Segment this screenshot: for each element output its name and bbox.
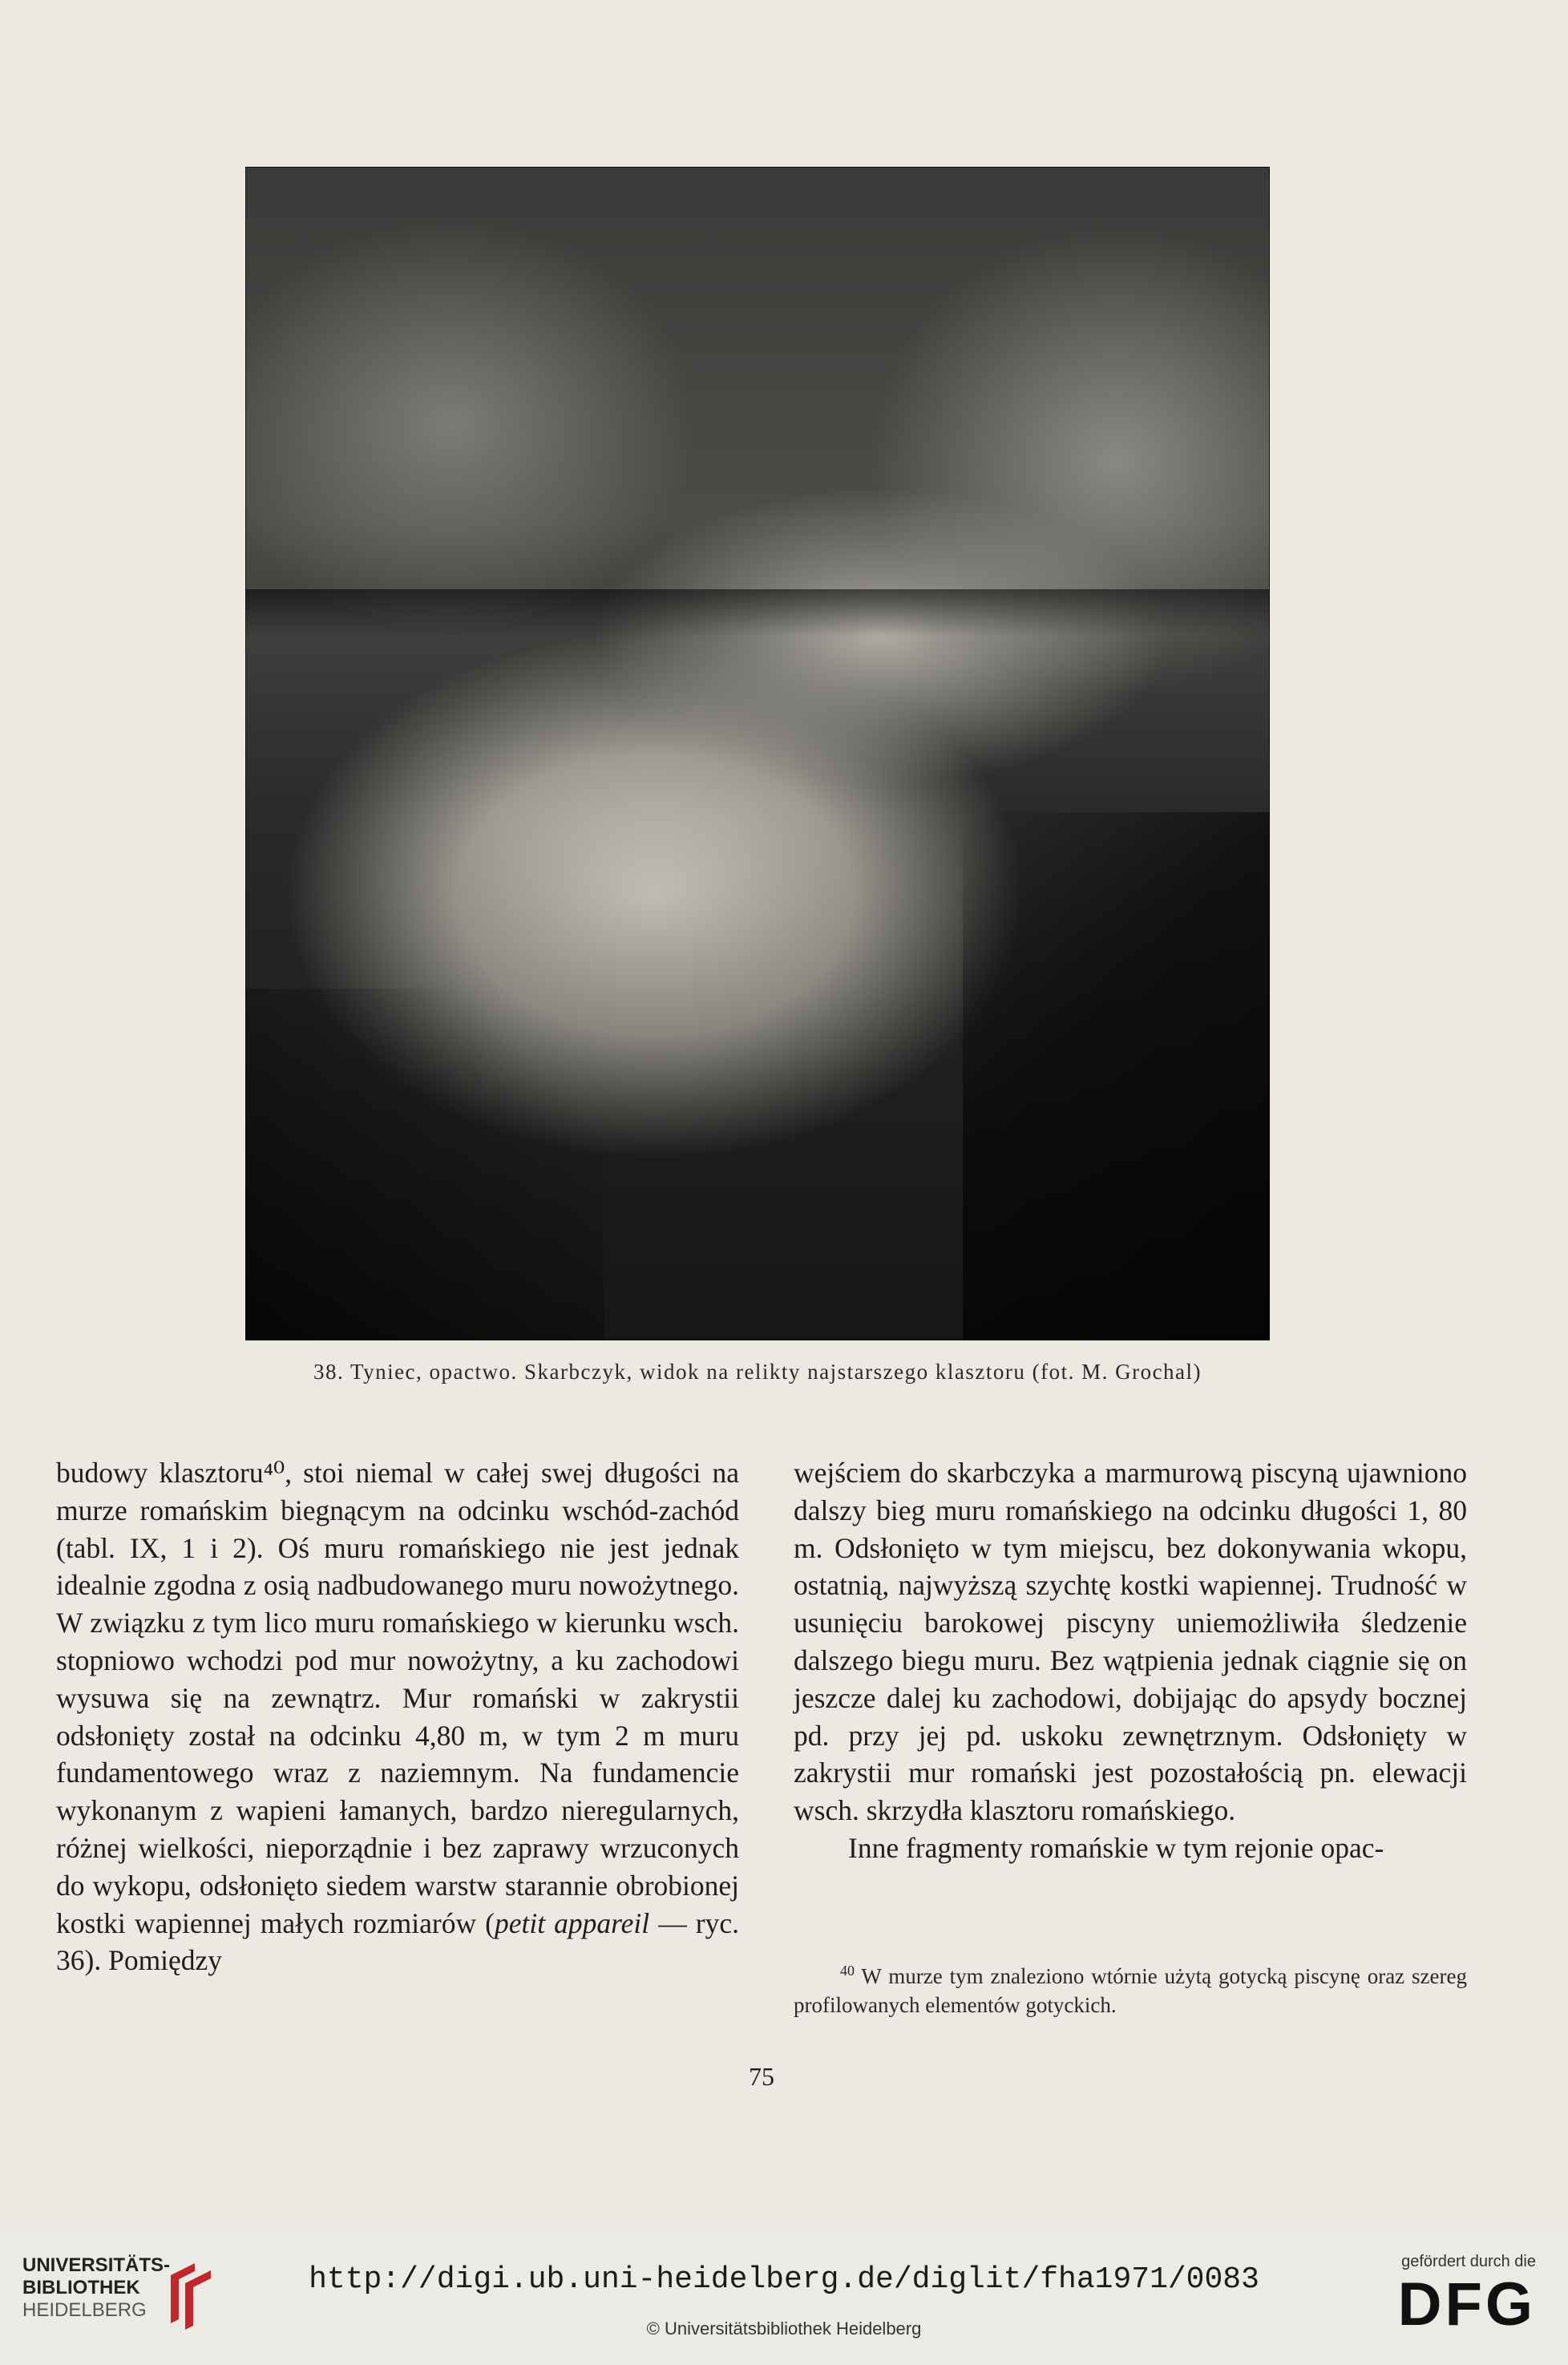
library-line-3: HEIDELBERG	[22, 2299, 147, 2321]
right-paragraph-2: Inne fragmenty romańskie w tym rejonie opac-	[848, 1831, 1384, 1864]
page-number: 75	[749, 2062, 774, 2091]
left-text: budowy klasztoru⁴⁰, stoi niemal w całej swej długości na murze romańskim biegnącym na odcinku wschód-zachód (tabl. IX, 1 i 2). Oś muru romańskiego nie jest jednak idealnie zgodna z osią nadbudowanego muru nowożytnego. W związku z tym lico muru romańskiego w kierunku wsch. stopniowo wchodzi pod mur nowożytny, a ku zachodowi wysuwa się na zewnątrz. Mur romański w zakrystii odsłonięty został na odcinku 4,80 m, w tym 2 m muru fundamentowego wraz z naziemnym. Na fundamencie wykonanym z wapieni łamanych, bardzo nieregularnych, różnej wielkości, nieporządnie i bez zaprawy wrzuconych do wykopu, odsłonięto siedem warstw starannie obrobionej kostki wapiennej małych rozmiarów (	[56, 1457, 739, 1939]
document-url[interactable]: http://digi.ub.uni-heidelberg.de/diglit/fha1971/0083	[309, 2262, 1259, 2297]
left-text-end: — ryc. 36). Pomiędzy	[56, 1906, 739, 1977]
photo-shadow-right	[963, 812, 1270, 1340]
right-column	[794, 1454, 1467, 1867]
footnote-number: 40	[840, 1963, 855, 1979]
dfg-wordmark: DFG	[1397, 2270, 1536, 2339]
figure-caption: 38. Tyniec, opactwo. Skarbczyk, widok na relikty najstarszego klasztoru (fot. M. Grochal)	[313, 1360, 1202, 1384]
library-line-1: UNIVERSITÄTS-	[22, 2254, 171, 2276]
footnote	[794, 1956, 1467, 2019]
library-line-2: BIBLIOTHEK	[22, 2277, 140, 2298]
left-italic-term: petit appareil	[495, 1906, 650, 1939]
right-paragraph-1: wejściem do skarbczyka a marmurową piscyną ujawniono dalszy bieg muru romańskiego na odcinku długości 1, 80 m. Odsłonięto w tym miejscu, bez dokonywania wkopu, ostatnią, najwyższą szychtę kostki wapiennej. Trudność w usunięciu barokowej piscyny uniemożliwiła śledzenie dalszego biegu muru. Bez wątpienia jednak ciągnie się on jeszcze dalej ku zachodowi, dobijając do apsydy bocznej pd. przy jej pd. uskoku zewnętrznym. Odsłonięty w zakrystii mur romański jest pozostałością pn. elewacji wsch. skrzydła klasztoru romańskiego.	[794, 1457, 1467, 1827]
figure-photo	[245, 167, 1270, 1340]
footer-banner	[0, 2230, 1568, 2365]
copyright-notice: © Universitätsbibliothek Heidelberg	[646, 2319, 922, 2339]
funded-by-label: gefördert durch die	[1401, 2253, 1536, 2270]
left-column	[56, 1454, 739, 1979]
left-paragraph	[56, 1454, 739, 1979]
photo-shadow-left	[245, 988, 604, 1340]
photo-wall-shadow	[245, 589, 1270, 637]
footnote-text: W murze tym znaleziono wtórnie użytą gotycką piscynę oraz szereg profilowanych elementów gotyckich.	[794, 1964, 1467, 2017]
dfg-logo[interactable]	[1392, 2253, 1536, 2339]
